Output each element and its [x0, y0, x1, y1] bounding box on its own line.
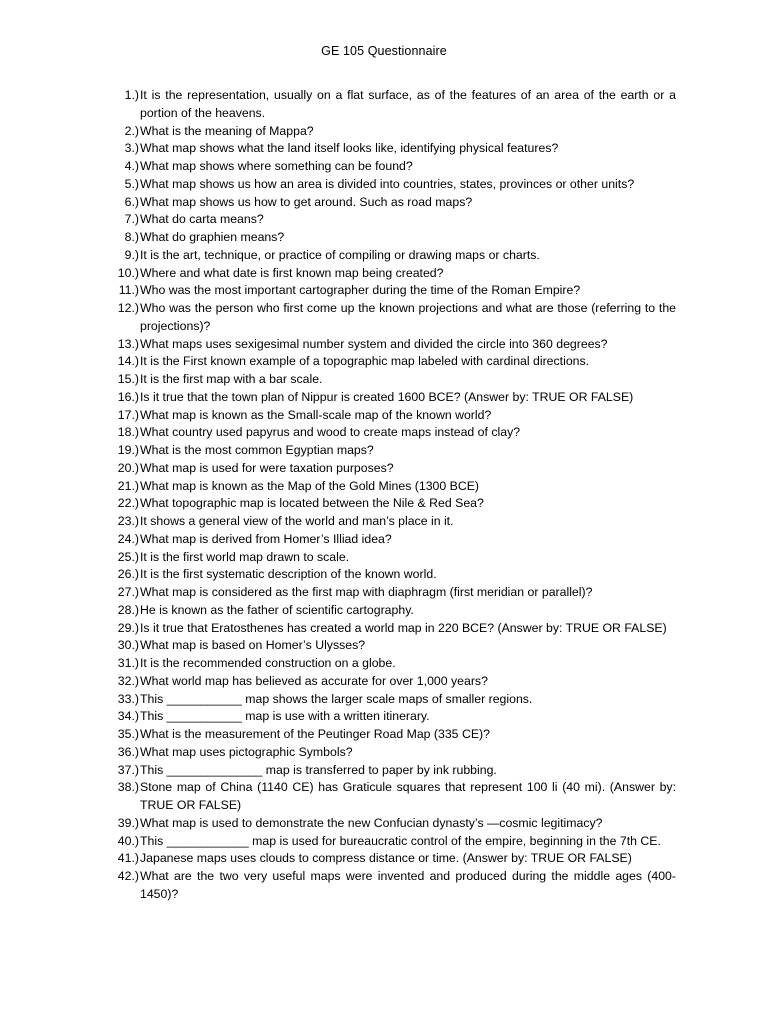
question-number: 13.): [117, 336, 139, 351]
question-item: [108, 424, 676, 442]
question-text: He is known as the father of scientific cartography.: [140, 602, 414, 617]
question-text: It is the representation, usually on a flat surface, as of the features of an area of the earth or a portion of the heavens.: [140, 88, 676, 120]
document-title: GE 105 Questionnaire: [321, 44, 447, 58]
question-number: 22.): [117, 496, 139, 511]
question-text: It is the art, technique, or practice of compiling or drawing maps or charts.: [140, 247, 540, 262]
question-item: [108, 850, 676, 868]
question-item: [108, 140, 676, 158]
question-number: 37.): [117, 762, 139, 777]
question-text: What is the most common Egyptian maps?: [140, 443, 374, 457]
question-item: [108, 336, 676, 354]
question-text: It is the first systematic description of the known world.: [140, 567, 437, 582]
question-number: 5.): [124, 176, 139, 191]
question-item: [108, 87, 676, 123]
question-number: 40.): [117, 833, 139, 848]
question-item: [108, 549, 676, 567]
question-number: 3.): [124, 141, 139, 156]
question-number: 24.): [117, 531, 139, 546]
question-item: [108, 602, 676, 620]
question-text: Who was the most important cartographer during the time of the Roman Empire?: [140, 283, 581, 298]
question-text: It is the first world map drawn to scale.: [140, 549, 350, 564]
question-number: 35.): [117, 727, 139, 741]
question-number: 2.): [124, 123, 139, 138]
question-number: 15.): [117, 372, 139, 386]
question-item: [108, 176, 676, 194]
question-item: [108, 744, 676, 762]
question-text: What world map has believed as accurate for over 1,000 years?: [140, 673, 488, 688]
question-number: 32.): [117, 673, 139, 688]
question-number: 29.): [117, 620, 139, 635]
question-item: [108, 158, 676, 176]
question-text: This ____________ map is used for bureaucratic control of the empire, beginning in the 7th CE.: [140, 833, 661, 848]
question-text: This ______________ map is transferred to paper by ink rubbing.: [140, 762, 497, 777]
question-text: It is the first map with a bar scale.: [140, 372, 323, 386]
question-number: 18.): [117, 425, 139, 440]
question-item: [108, 779, 676, 815]
question-item: [108, 229, 676, 247]
question-text: What map is derived from Homer’s Illiad idea?: [140, 531, 392, 546]
question-number: 42.): [117, 869, 139, 883]
question-text: Where and what date is first known map being created?: [140, 265, 444, 280]
question-text: What map is used to demonstrate the new Confucian dynasty’s —cosmic legitimacy?: [140, 815, 603, 830]
question-number: 23.): [117, 514, 139, 528]
question-item: [108, 247, 676, 265]
question-number: 1.): [124, 88, 139, 102]
question-number: 31.): [117, 656, 139, 670]
question-list: [108, 87, 676, 904]
question-text: What map is known as the Small-scale map of the known world?: [140, 407, 492, 422]
question-number: 7.): [124, 212, 139, 227]
question-item: [108, 833, 676, 851]
question-text: It shows a general view of the world and man’s place in it.: [140, 514, 454, 528]
question-text: What country used papyrus and wood to create maps instead of clay?: [140, 425, 521, 440]
question-item: [108, 211, 676, 229]
question-number: 36.): [117, 744, 139, 759]
question-text: What map is based on Homer’s Ulysses?: [140, 638, 366, 653]
question-text: What maps uses sexigesimal number system and divided the circle into 360 degrees?: [140, 336, 608, 351]
question-item: [108, 478, 676, 496]
question-text: It is the First known example of a topographic map labeled with cardinal directions.: [140, 354, 590, 369]
question-item: [108, 762, 676, 780]
question-item: [108, 531, 676, 549]
question-number: 20.): [117, 460, 139, 475]
question-item: [108, 353, 676, 371]
question-number: 25.): [117, 549, 139, 564]
question-number: 16.): [117, 389, 139, 404]
question-number: 41.): [117, 851, 139, 866]
question-text: What are the two very useful maps were invented and produced during the middle ages (400-1450)?: [140, 869, 676, 901]
question-number: 21.): [117, 478, 139, 493]
question-number: 33.): [117, 691, 139, 706]
question-item: [108, 566, 676, 584]
question-item: [108, 300, 676, 336]
question-text: It is the recommended construction on a globe.: [140, 656, 396, 670]
question-number: 28.): [117, 602, 139, 617]
question-text: What map shows what the land itself looks like, identifying physical features?: [140, 141, 559, 156]
question-item: [108, 442, 676, 460]
question-text: What map shows us how to get around. Such as road maps?: [140, 194, 473, 209]
question-number: 4.): [124, 159, 139, 173]
question-item: [108, 726, 676, 744]
question-item: [108, 691, 676, 709]
question-number: 39.): [117, 815, 139, 830]
question-text: What map shows us how an area is divided into countries, states, provinces or other units?: [140, 176, 635, 191]
question-number: 12.): [117, 301, 139, 315]
question-text: What topographic map is located between the Nile & Red Sea?: [140, 496, 484, 511]
question-text: What is the measurement of the Peutinger Road Map (335 CE)?: [140, 727, 490, 741]
question-item: [108, 495, 676, 513]
question-text: What map is considered as the first map with diaphragm (first meridian or parallel)?: [140, 585, 593, 599]
question-text: What do carta means?: [140, 212, 264, 227]
question-number: 11.): [118, 283, 139, 298]
question-text: Stone map of China (1140 CE) has Graticule squares that represent 100 li (40 mi). (Answer by: TRUE OR FALSE): [140, 780, 676, 812]
question-text: Is it true that the town plan of Nippur is created 1600 BCE? (Answer by: TRUE OR FALSE): [140, 389, 634, 404]
question-number: 6.): [124, 194, 139, 209]
question-number: 14.): [117, 354, 139, 369]
question-number: 34.): [117, 709, 139, 724]
question-item: [108, 868, 676, 904]
question-item: [108, 620, 676, 638]
question-text: This ___________ map is use with a written itinerary.: [140, 709, 430, 724]
question-text: What is the meaning of Mappa?: [140, 123, 314, 138]
question-item: [108, 282, 676, 300]
question-text: What map is used for were taxation purposes?: [140, 460, 394, 475]
question-item: [108, 407, 676, 425]
question-item: [108, 637, 676, 655]
question-text: What map uses pictographic Symbols?: [140, 744, 353, 759]
question-item: [108, 513, 676, 531]
question-item: [108, 584, 676, 602]
question-item: [108, 460, 676, 478]
question-number: 19.): [117, 443, 139, 457]
question-item: [108, 815, 676, 833]
question-text: Is it true that Eratosthenes has created a world map in 220 BCE? (Answer by: TRUE OR FALSE): [140, 620, 667, 635]
question-item: [108, 389, 676, 407]
question-item: [108, 123, 676, 141]
question-text: What do graphien means?: [140, 230, 285, 244]
question-text: Japanese maps uses clouds to compress distance or time. (Answer by: TRUE OR FALSE): [140, 851, 632, 866]
question-number: 8.): [124, 230, 139, 244]
question-text: Who was the person who first come up the known projections and what are those (referring to the projections)?: [140, 301, 676, 333]
question-item: [108, 265, 676, 283]
question-number: 27.): [117, 585, 139, 599]
question-number: 17.): [117, 407, 139, 422]
question-number: 9.): [124, 247, 139, 262]
question-item: [108, 708, 676, 726]
question-number: 10.): [117, 265, 139, 280]
question-item: [108, 194, 676, 212]
question-item: [108, 371, 676, 389]
question-text: What map is known as the Map of the Gold Mines (1300 BCE): [140, 478, 480, 493]
question-text: What map shows where something can be found?: [140, 159, 413, 173]
question-number: 38.): [117, 780, 139, 795]
question-number: 26.): [117, 567, 139, 582]
question-item: [108, 673, 676, 691]
question-item: [108, 655, 676, 673]
question-text: This ___________ map shows the larger scale maps of smaller regions.: [140, 691, 533, 706]
question-number: 30.): [117, 638, 139, 653]
